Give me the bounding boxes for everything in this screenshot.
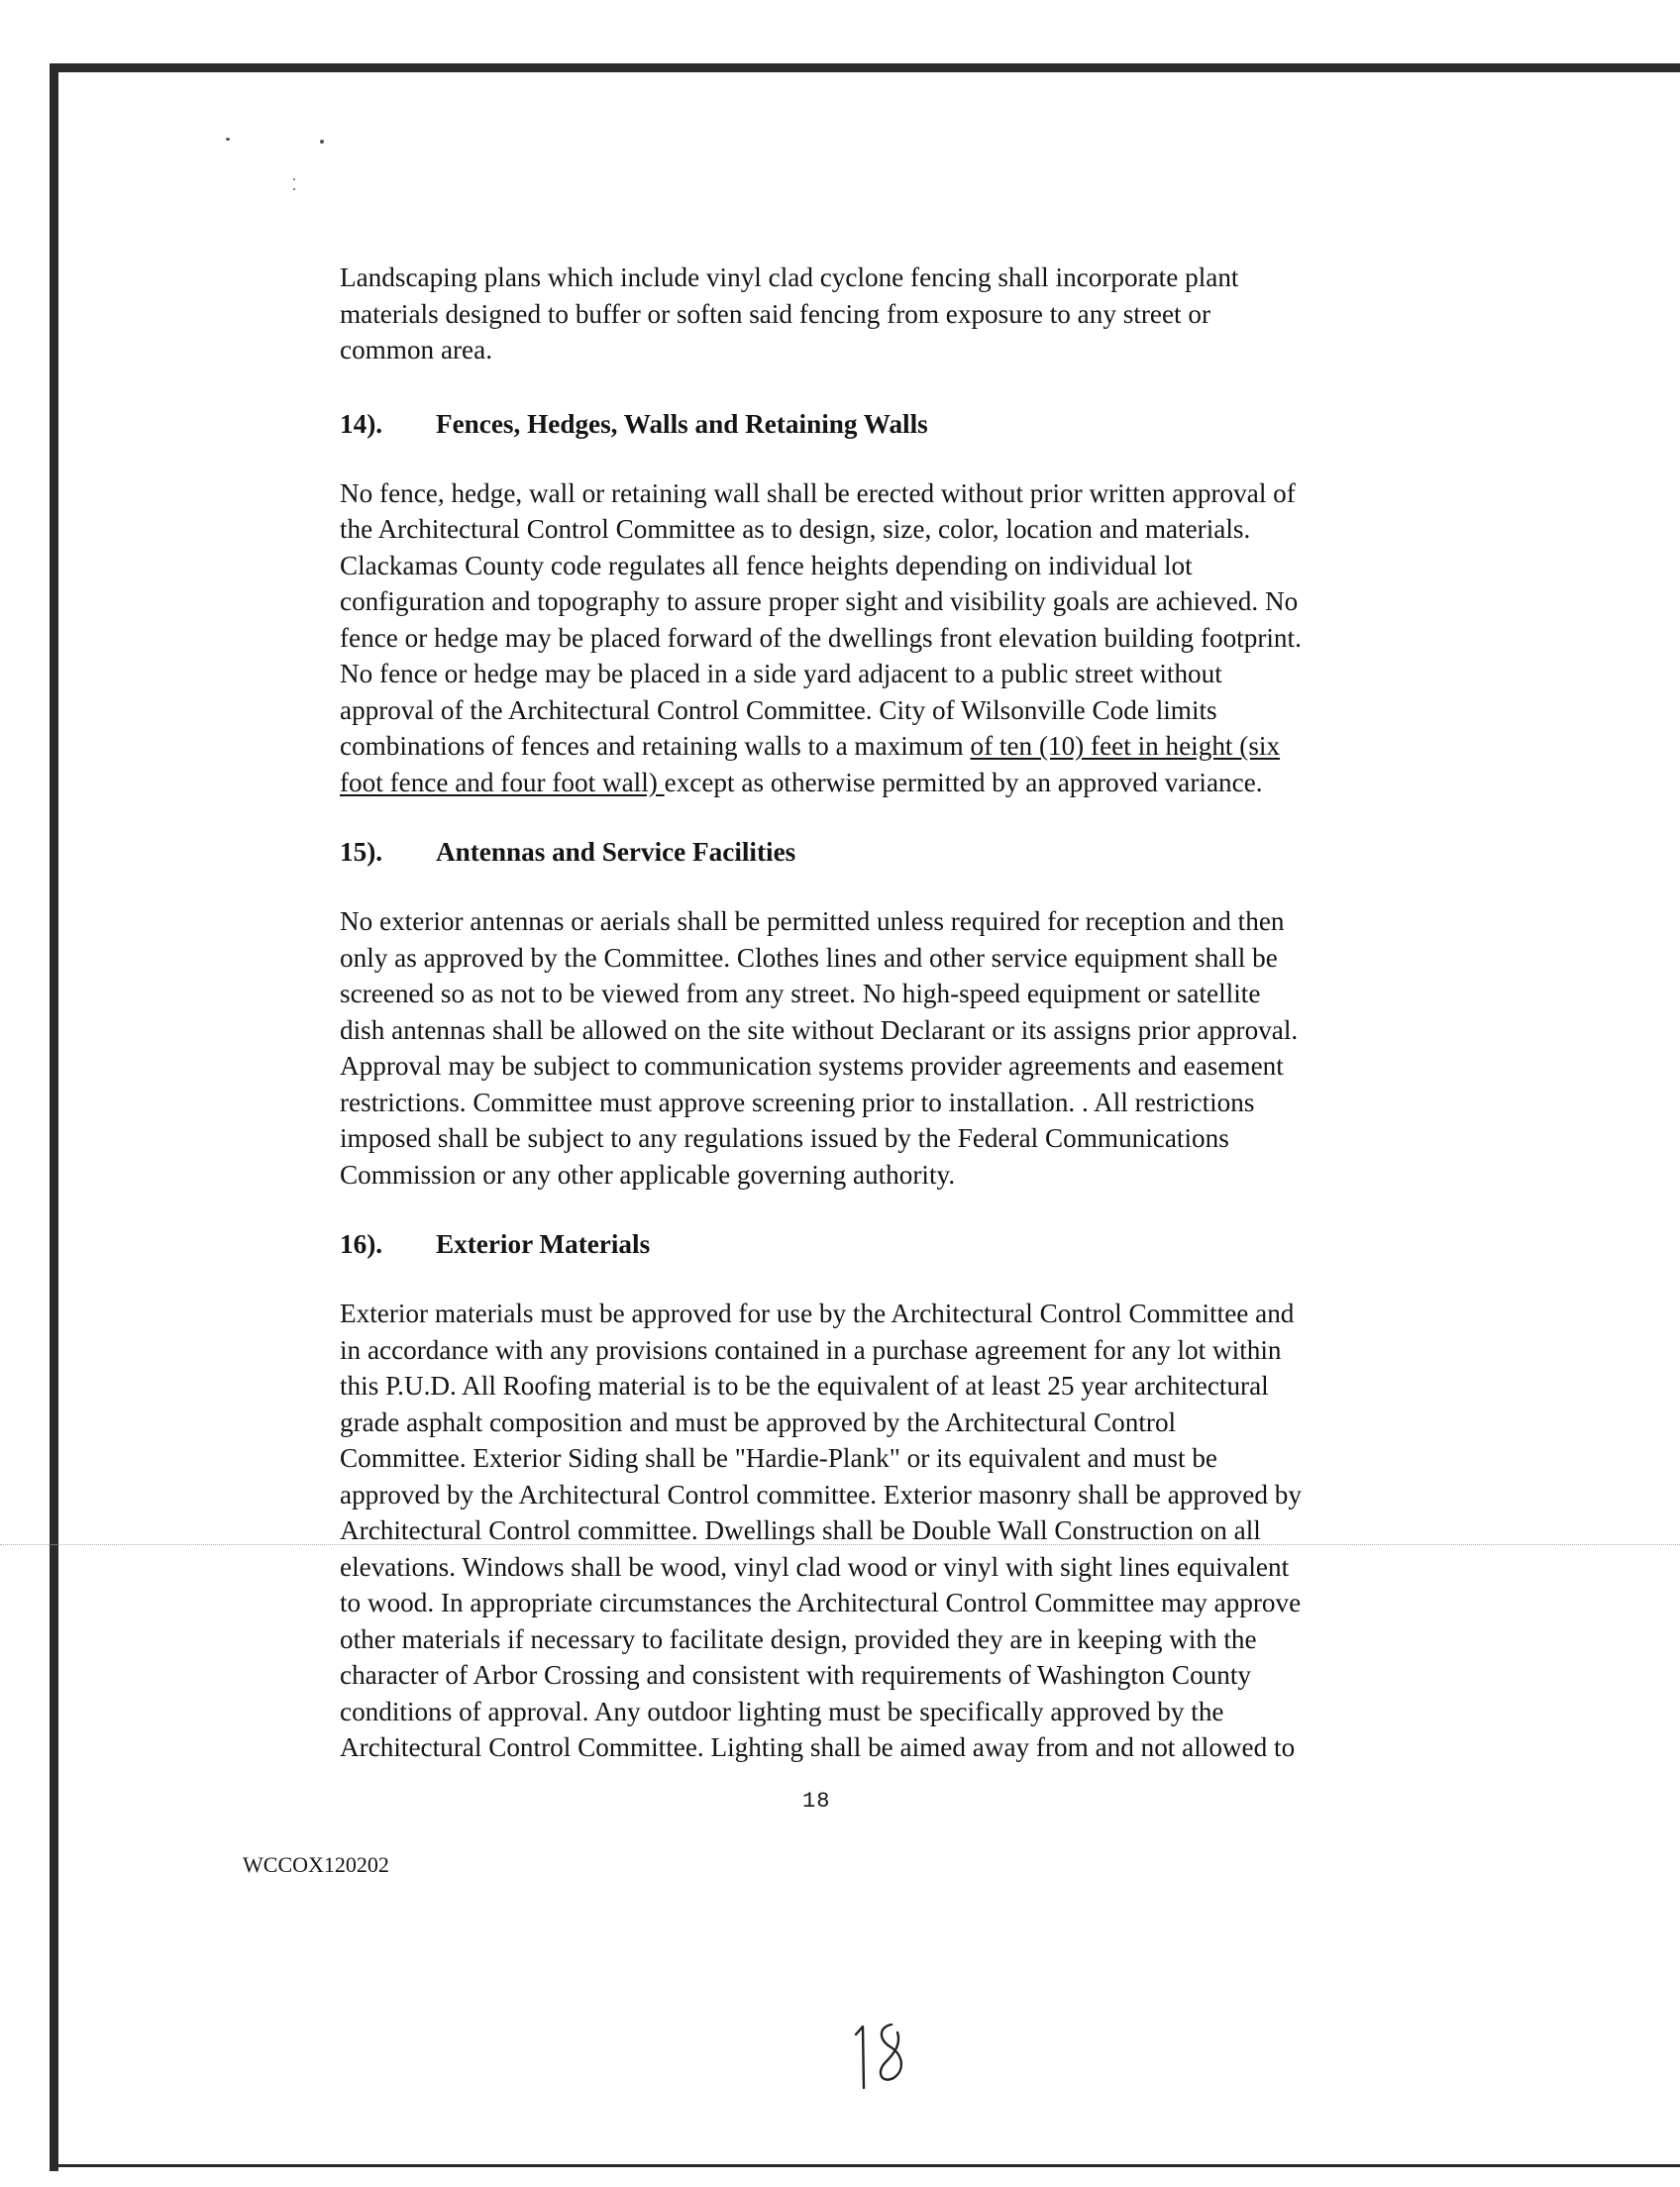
section-heading-16	[340, 1226, 1459, 1262]
section-title: Exterior Materials	[436, 1229, 651, 1259]
text-line: Clackamas County code regulates all fence heights depending on individual lot	[340, 550, 1193, 580]
section-15-paragraph	[340, 903, 1459, 1193]
page-number: 18	[802, 1789, 831, 1814]
text-line: restrictions. Committee must approve screening prior to installation. . All restrictions	[340, 1087, 1255, 1117]
text-line: Exterior materials must be approved for use by the Architectural Control Committee and	[340, 1299, 1295, 1328]
section-title: Antennas and Service Facilities	[436, 837, 796, 867]
text-line: No exterior antennas or aerials shall be permitted unless required for reception and then	[340, 906, 1285, 936]
section-14-paragraph	[340, 475, 1459, 801]
text-line: Architectural Control Committee. Lighting shall be aimed away from and not allowed to	[340, 1732, 1296, 1762]
text-line: elevations. Windows shall be wood, vinyl clad wood or vinyl with sight lines equivalent	[340, 1551, 1290, 1582]
scan-speck	[293, 188, 295, 190]
section-16-paragraph	[340, 1296, 1459, 1766]
text-line: in accordance with any provisions contained in a purchase agreement for any lot within	[340, 1334, 1282, 1365]
document-body	[340, 260, 1459, 1766]
text-line: only as approved by the Committee. Clothes lines and other service equipment shall be	[340, 942, 1278, 973]
text-line: dish antennas shall be allowed on the site without Declarant or its assigns prior approval.	[340, 1014, 1299, 1045]
text-segment: combinations of fences and retaining walls to a maximum	[340, 731, 971, 761]
text-line: fence or hedge may be placed forward of the dwellings front elevation building footprint.	[340, 622, 1302, 653]
handwritten-stroke	[881, 2025, 901, 2080]
text-line: this P.U.D. All Roofing material is to be the equivalent of at least 25 year architectural	[340, 1371, 1269, 1401]
text-line	[340, 765, 1459, 801]
scan-speck	[293, 178, 295, 180]
section-number: 14).	[340, 408, 383, 439]
handwritten-stroke	[856, 2027, 864, 2088]
text-line: approval of the Architectural Control Committee. City of Wilsonville Code limits	[340, 694, 1217, 725]
intro-paragraph	[340, 260, 1459, 368]
scan-border-left	[50, 63, 58, 2171]
text-segment: except as otherwise permitted by an approved variance.	[664, 767, 1263, 797]
text-line: Approval may be subject to communication systems provider agreements and easement	[340, 1051, 1284, 1081]
text-line: materials designed to buffer or soften said fencing from exposure to any street or	[340, 298, 1211, 329]
text-line: screened so as not to be viewed from any street. No high-speed equipment or satellite	[340, 979, 1261, 1008]
scan-border-top	[50, 63, 1680, 72]
section-title: Fences, Hedges, Walls and Retaining Walls	[436, 408, 928, 439]
text-line: No fence or hedge may be placed in a side yard adjacent to a public street without	[340, 659, 1222, 688]
text-line: common area.	[340, 335, 492, 364]
document-id: WCCOX120202	[243, 1852, 389, 1877]
text-line: Landscaping plans which include vinyl clad cyclone fencing shall incorporate plant	[340, 262, 1239, 292]
text-line: configuration and topography to assure proper sight and visibility goals are achieved. No	[340, 586, 1299, 616]
section-number: 16).	[340, 1229, 383, 1259]
scan-speck	[320, 140, 324, 144]
text-line: Architectural Control committee. Dwellings shall be Double Wall Construction on all	[340, 1515, 1261, 1545]
section-number: 15).	[340, 837, 383, 867]
scan-border-bottom	[50, 2164, 1680, 2167]
text-line: No fence, hedge, wall or retaining wall shall be erected without prior written approval of	[340, 477, 1296, 508]
text-line: character of Arbor Crossing and consistent with requirements of Washington County	[340, 1660, 1251, 1690]
section-heading-14	[340, 406, 1459, 442]
text-line: to wood. In appropriate circumstances the Architectural Control Committee may approve	[340, 1588, 1302, 1617]
text-line: approved by the Architectural Control committee. Exterior masonry shall be approved by	[340, 1479, 1302, 1510]
text-line: other materials if necessary to facilitate design, provided they are in keeping with the	[340, 1623, 1257, 1654]
text-line: the Architectural Control Committee as to design, size, color, location and materials.	[340, 514, 1251, 544]
text-line: Committee. Exterior Siding shall be "Hardie-Plank" or its equivalent and must be	[340, 1443, 1217, 1473]
scan-speck	[226, 138, 230, 141]
text-line: grade asphalt composition and must be approved by the Architectural Control	[340, 1406, 1177, 1437]
underlined-text: of ten (10) feet in height (six	[970, 731, 1281, 761]
text-line: Commission or any other applicable governing authority.	[340, 1159, 956, 1190]
text-line: imposed shall be subject to any regulations issued by the Federal Communications	[340, 1123, 1229, 1153]
text-line: conditions of approval. Any outdoor lighting must be specifically approved by the	[340, 1696, 1224, 1726]
text-line	[340, 728, 1459, 765]
handwritten-page-number	[850, 2021, 919, 2092]
section-heading-15	[340, 834, 1459, 870]
underlined-text: foot fence and four foot wall)	[340, 767, 665, 797]
